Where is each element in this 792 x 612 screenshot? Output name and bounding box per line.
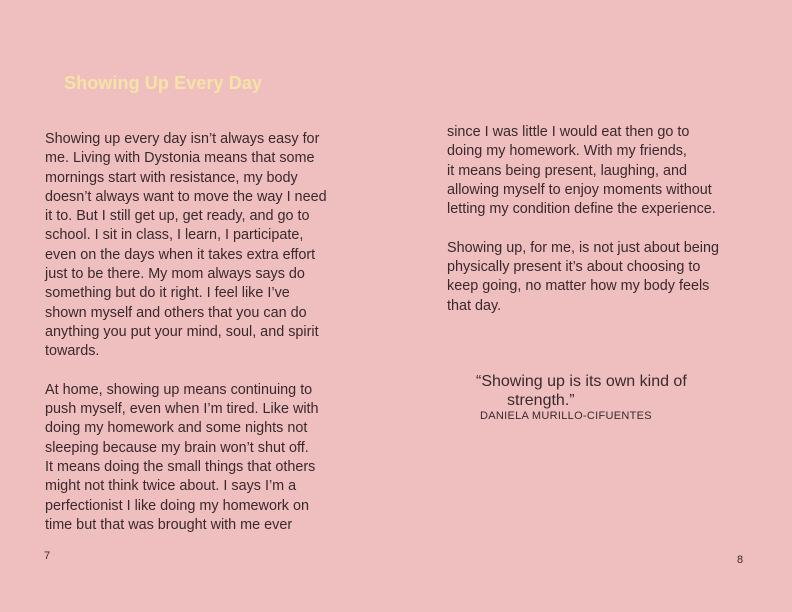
text-line: mornings start with resistance, my body (45, 169, 298, 186)
left-column (45, 130, 327, 535)
text-line: doesn’t always want to move the way I need (45, 188, 327, 205)
quote-line: “Showing up is its own kind of (476, 373, 687, 390)
text-line: It means doing the small things that others (45, 459, 316, 476)
paragraph-1 (45, 130, 327, 362)
text-line: me. Living with Dystonia means that some (45, 150, 315, 167)
text-line: doing my homework. With my friends, (447, 143, 687, 160)
text-line: anything you put your mind, soul, and spirit (45, 323, 319, 340)
right-column (447, 123, 719, 316)
paragraph-3 (447, 123, 719, 219)
page-title: Showing Up Every Day (64, 73, 263, 93)
text-line: towards. (45, 343, 100, 360)
text-line: even on the days when it takes extra effort (45, 246, 316, 263)
quote-author: DANIELA MURILLO-CIFUENTES (480, 410, 652, 422)
text-line: it means being present, laughing, and (447, 162, 688, 179)
paragraph-4 (447, 239, 719, 316)
text-line: just to be there. My mom always says do (45, 266, 305, 283)
pull-quote (476, 372, 687, 410)
text-line: it to. But I still get up, get ready, and go to (45, 208, 310, 225)
text-line: time but that was brought with me ever (45, 516, 293, 533)
quote-line: strength.” (507, 392, 575, 409)
text-line: that day. (447, 297, 502, 314)
text-line: school. I sit in class, I learn, I participate, (45, 227, 304, 244)
text-line: physically present it’s about choosing to (447, 259, 701, 276)
text-line: Showing up every day isn’t always easy for (45, 131, 320, 147)
text-line: push myself, even when I’m tired. Like with (45, 401, 319, 418)
text-line: sleeping because my brain won’t shut off. (45, 439, 309, 456)
text-line: doing my homework and some nights not (45, 420, 308, 437)
paragraph-2 (45, 381, 327, 535)
text-line: perfectionist I like doing my homework on (45, 497, 309, 514)
text-line: since I was little I would eat then go to (447, 124, 690, 140)
text-line: allowing myself to enjoy moments without (447, 181, 712, 198)
text-line: keep going, no matter how my body feels (447, 278, 710, 295)
text-line: Showing up, for me, is not just about being (447, 239, 719, 256)
page-number-left: 7 (44, 550, 51, 562)
text-line: At home, showing up means continuing to (45, 381, 313, 398)
text-line: something but do it right. I feel like I’ve (45, 285, 290, 302)
text-line: letting my condition define the experience. (447, 201, 716, 218)
page-number-right: 8 (737, 554, 744, 566)
text-line: might not think twice about. I says I’m a (45, 478, 297, 495)
text-line: shown myself and others that you can do (45, 304, 307, 321)
